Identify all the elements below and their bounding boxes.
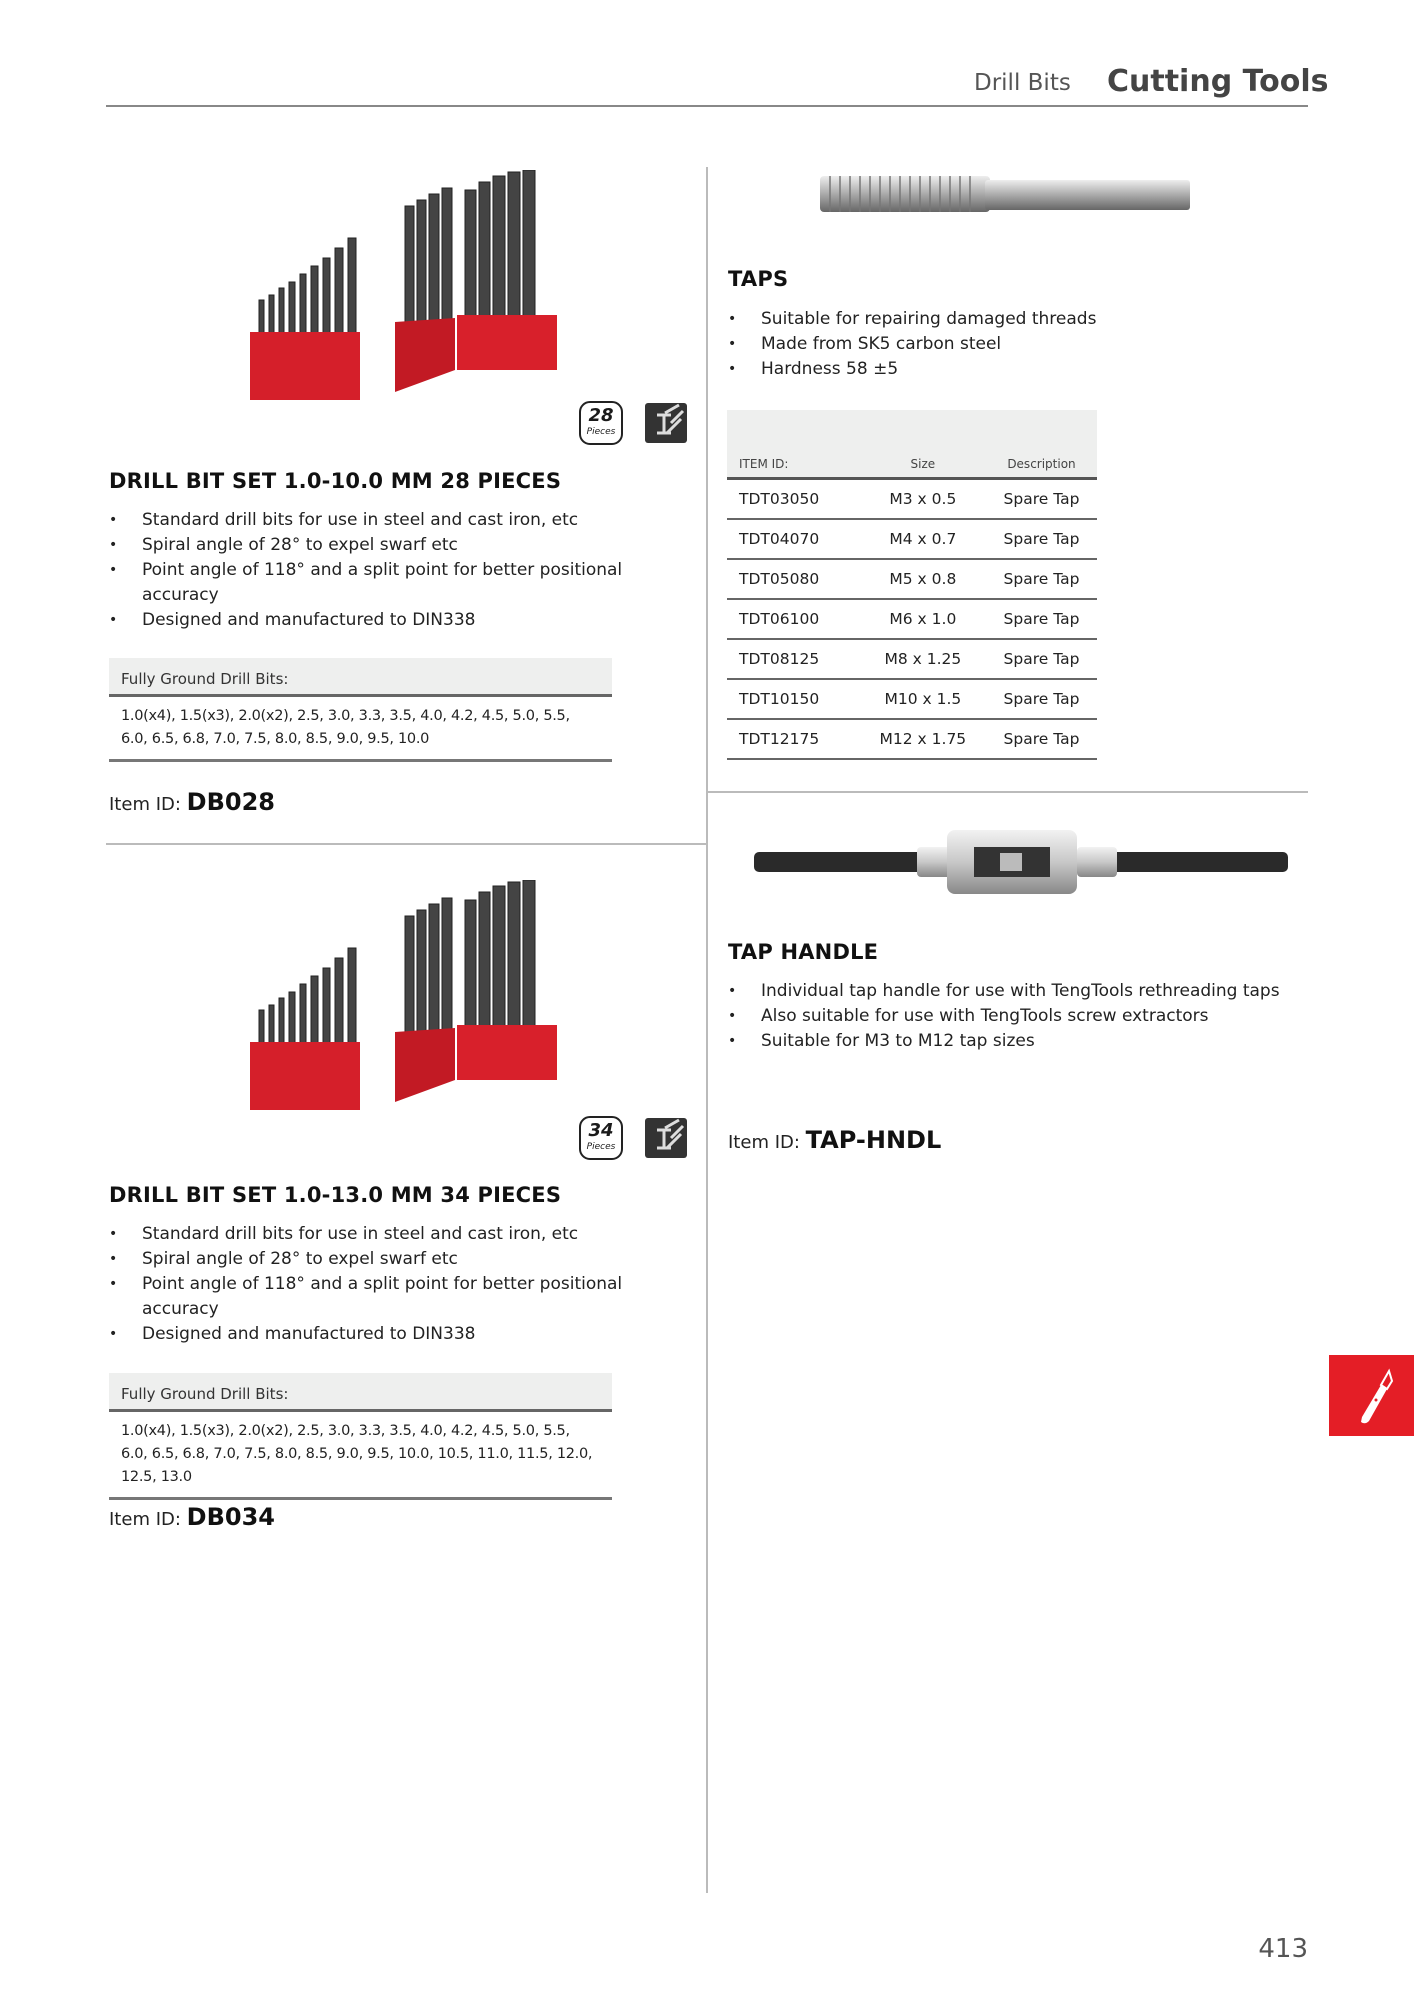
item-id-cell: TDT03050 — [727, 479, 860, 520]
tap-handle-title: TAP HANDLE — [728, 940, 879, 964]
description-cell: Spare Tap — [986, 599, 1097, 639]
item-id-value: TAP-HNDL — [805, 1126, 942, 1154]
taps-feature-list — [728, 307, 1288, 382]
feature-item: • Standard drill bits for use in steel and cast iron, etc — [109, 1222, 649, 1247]
tap-handle-image — [752, 825, 1292, 900]
feature-item: • Suitable for M3 to M12 tap sizes — [728, 1029, 1288, 1054]
feature-item: • Individual tap handle for use with TengTools rethreading taps — [728, 979, 1288, 1004]
item-id-label: Item ID: — [109, 1509, 181, 1530]
sizes-list: 1.0(x4), 1.5(x3), 2.0(x2), 2.5, 3.0, 3.3, 3.5, 4.0, 4.2, 4.5, 5.0, 5.5, 6.0, 6.5, 6.8, 7.0, 7.5, 8.0, 8.5, 9.0, 9.5, 10.0 — [109, 697, 612, 762]
page-number: 413 — [1258, 1934, 1308, 1964]
drill-set-image-34 — [245, 880, 565, 1115]
item-id-cell: TDT10150 — [727, 679, 860, 719]
taps-title: TAPS — [728, 267, 789, 291]
item-id-cell: TDT05080 — [727, 559, 860, 599]
drill-set-image-28 — [245, 170, 565, 405]
table-row — [727, 719, 1097, 759]
feature-item: • Also suitable for use with TengTools screw extractors — [728, 1004, 1288, 1029]
column-divider — [706, 167, 708, 1893]
column-header: Description — [986, 410, 1097, 479]
feature-item: • Designed and manufactured to DIN338 — [109, 1322, 649, 1347]
size-cell: M4 x 0.7 — [860, 519, 986, 559]
feature-item: • Spiral angle of 28° to expel swarf etc — [109, 1247, 649, 1272]
feature-item: • Designed and manufactured to DIN338 — [109, 608, 649, 633]
item-id — [728, 1126, 941, 1154]
pieces-label: Pieces — [586, 427, 616, 437]
item-id-label: Item ID: — [728, 1132, 800, 1153]
description-cell: Spare Tap — [986, 519, 1097, 559]
section-title: Drill Bits — [974, 70, 1071, 96]
sizes-label: Fully Ground Drill Bits: — [109, 658, 612, 697]
description-cell: Spare Tap — [986, 479, 1097, 520]
size-cell: M5 x 0.8 — [860, 559, 986, 599]
item-id-label: Item ID: — [109, 794, 181, 815]
section-divider-right — [707, 791, 1308, 793]
pieces-badge — [579, 1116, 623, 1160]
feature-list — [109, 1222, 649, 1347]
feature-list — [109, 508, 649, 633]
size-cell: M3 x 0.5 — [860, 479, 986, 520]
pieces-badge — [579, 401, 623, 445]
item-id-cell: TDT12175 — [727, 719, 860, 759]
feature-item: • Suitable for repairing damaged threads — [728, 307, 1288, 332]
description-cell: Spare Tap — [986, 719, 1097, 759]
item-id-cell: TDT08125 — [727, 639, 860, 679]
item-id — [109, 788, 275, 816]
section-divider-left — [106, 843, 707, 845]
table-row — [727, 679, 1097, 719]
description-cell: Spare Tap — [986, 559, 1097, 599]
column-header: Size — [860, 410, 986, 479]
feature-item: • Spiral angle of 28° to expel swarf etc — [109, 533, 649, 558]
steel-beam-icon — [645, 1118, 687, 1158]
feature-item: • Hardness 58 ±5 — [728, 357, 1288, 382]
table-row — [727, 479, 1097, 520]
size-cell: M10 x 1.5 — [860, 679, 986, 719]
item-id-value: DB028 — [186, 788, 275, 816]
size-cell: M6 x 1.0 — [860, 599, 986, 639]
table-row — [727, 639, 1097, 679]
item-id-value: DB034 — [186, 1503, 275, 1531]
item-id-cell: TDT04070 — [727, 519, 860, 559]
pieces-label: Pieces — [586, 1142, 616, 1152]
feature-item: • Standard drill bits for use in steel and cast iron, etc — [109, 508, 649, 533]
steel-beam-icon — [645, 403, 687, 443]
sizes-label: Fully Ground Drill Bits: — [109, 1373, 612, 1412]
size-cell: M8 x 1.25 — [860, 639, 986, 679]
table-header-row — [727, 410, 1097, 479]
table-row — [727, 559, 1097, 599]
tap-handle-feature-list — [728, 979, 1288, 1054]
header-rule — [106, 105, 1308, 107]
item-id — [109, 1503, 275, 1531]
description-cell: Spare Tap — [986, 679, 1097, 719]
feature-item: • Point angle of 118° and a split point for better positional accuracy — [109, 1272, 649, 1322]
section-tab-cutting-tools[interactable] — [1329, 1355, 1414, 1436]
feature-item: • Point angle of 118° and a split point for better positional accuracy — [109, 558, 649, 608]
tap-image — [815, 168, 1205, 220]
table-row — [727, 599, 1097, 639]
description-cell: Spare Tap — [986, 639, 1097, 679]
taps-table — [727, 410, 1097, 760]
table-row — [727, 519, 1097, 559]
product-title: DRILL BIT SET 1.0-13.0 MM 34 PIECES — [109, 1183, 562, 1207]
size-cell: M12 x 1.75 — [860, 719, 986, 759]
sizes-list: 1.0(x4), 1.5(x3), 2.0(x2), 2.5, 3.0, 3.3, 3.5, 4.0, 4.2, 4.5, 5.0, 5.5, 6.0, 6.5, 6.8, 7.0, 7.5, 8.0, 8.5, 9.0, 9.5, 10.0, 10.5, 11.0, 11.5, 12.0, 12.5, 13.0 — [109, 1412, 612, 1500]
chapter-title: Cutting Tools — [1107, 64, 1329, 99]
utility-knife-icon — [1329, 1355, 1414, 1436]
item-id-cell: TDT06100 — [727, 599, 860, 639]
pieces-count: 34 — [588, 1120, 614, 1141]
column-header: ITEM ID: — [727, 410, 860, 479]
feature-item: • Made from SK5 carbon steel — [728, 332, 1288, 357]
product-title: DRILL BIT SET 1.0-10.0 MM 28 PIECES — [109, 469, 562, 493]
pieces-count: 28 — [588, 405, 614, 426]
